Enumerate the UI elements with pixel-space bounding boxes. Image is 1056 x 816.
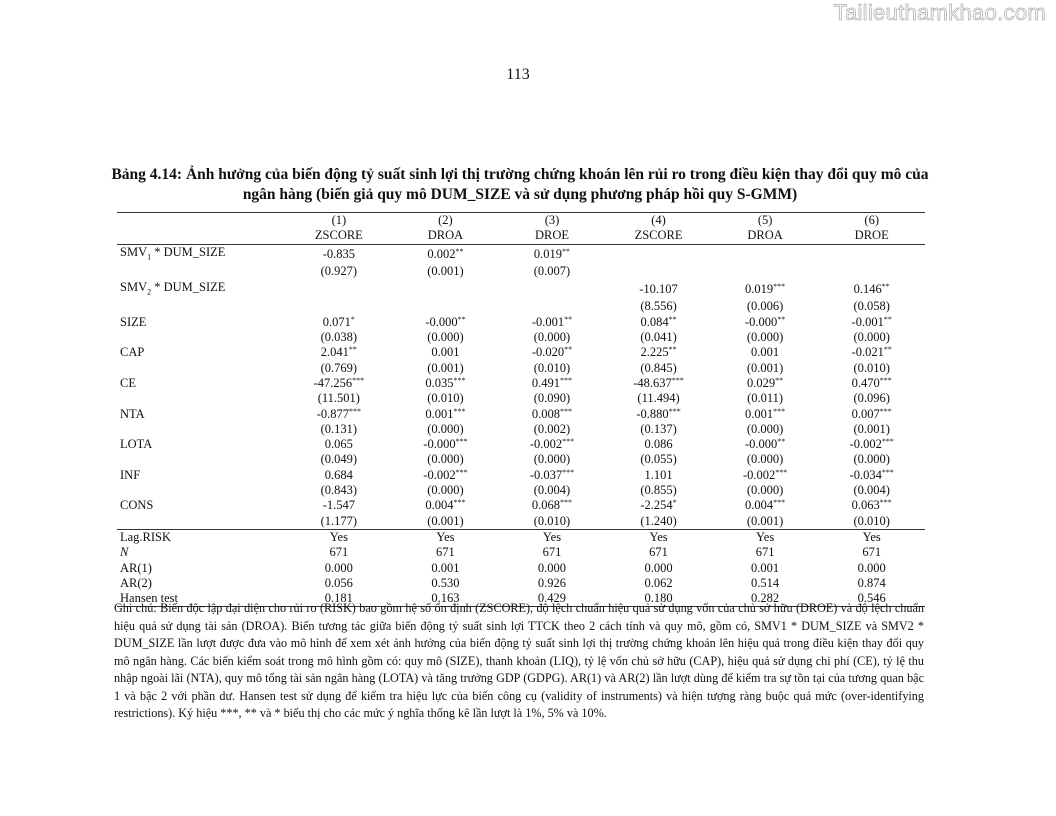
coefficient-cell xyxy=(392,280,499,300)
coefficient-cell: 0.019*** xyxy=(745,281,786,296)
column-number: (6) xyxy=(818,213,925,229)
blank-label-cell xyxy=(117,391,286,406)
statistic-label: AR(1) xyxy=(120,560,152,575)
coefficient-cell: 2.041** xyxy=(320,345,357,360)
significance-stars: ** xyxy=(455,246,464,256)
coefficient-cell: -0.001** xyxy=(851,314,892,329)
standard-error-cell: (0.010) xyxy=(533,513,571,528)
statistic-cell: 671 xyxy=(329,545,349,560)
significance-stars: *** xyxy=(453,406,466,416)
statistic-cell: 0.001 xyxy=(431,560,460,575)
coefficient-cell: 0.029** xyxy=(747,375,784,390)
blank-label-cell xyxy=(117,299,286,314)
significance-stars: ** xyxy=(564,345,573,355)
column-name-row xyxy=(117,228,925,244)
coefficient-cell: -0.835 xyxy=(322,246,355,261)
column-number: (3) xyxy=(499,213,606,229)
significance-stars: *** xyxy=(881,467,894,477)
standard-error-cell: (0.000) xyxy=(427,330,464,345)
standard-error-cell: (0.001) xyxy=(746,360,784,375)
coefficient-row xyxy=(117,498,925,513)
coefficient-cell: 2.225** xyxy=(640,345,677,360)
statistic-cell: 671 xyxy=(436,545,455,560)
significance-stars: *** xyxy=(455,467,468,477)
significance-stars: *** xyxy=(562,467,575,477)
blank-label-cell xyxy=(117,361,286,376)
watermark: Tailieuthamkhao.com xyxy=(833,0,1046,25)
coefficient-cell: -0.880*** xyxy=(636,406,681,421)
coefficient-row xyxy=(117,468,925,483)
column-number: (5) xyxy=(712,213,819,229)
coefficient-cell: 0.470*** xyxy=(851,375,892,390)
standard-error-cell: (0.000) xyxy=(427,483,464,498)
standard-error-cell xyxy=(392,299,499,314)
standard-error-cell: (0.038) xyxy=(320,330,358,345)
standard-error-cell: (0.010) xyxy=(427,391,464,406)
variable-label: SIZE xyxy=(120,314,147,329)
standard-error-row xyxy=(117,299,925,314)
statistic-row xyxy=(117,545,925,560)
standard-error-cell: (0.000) xyxy=(746,421,784,436)
coefficient-cell: -0.000** xyxy=(425,314,466,329)
standard-error-cell: (0.001) xyxy=(427,513,464,528)
standard-error-row xyxy=(117,330,925,345)
coefficient-cell: -0.000** xyxy=(744,314,786,329)
statistic-cell: 0.926 xyxy=(537,575,567,590)
standard-error-cell: (0.010) xyxy=(533,360,571,375)
coefficient-cell: 0.001 xyxy=(751,345,780,360)
statistic-cell: Yes xyxy=(392,529,499,545)
coefficient-row xyxy=(117,280,925,300)
statistic-label: AR(2) xyxy=(120,575,152,590)
statistic-cell: 671 xyxy=(649,545,668,560)
header-blank-cell xyxy=(117,213,286,229)
significance-stars: *** xyxy=(879,406,892,416)
column-name: DROA xyxy=(392,228,499,244)
label-subscript: 1 xyxy=(147,252,152,262)
standard-error-cell: (0.010) xyxy=(853,360,890,375)
standard-error-cell: (0.001) xyxy=(853,421,890,436)
standard-error-cell: (0.055) xyxy=(640,452,677,467)
standard-error-cell: (0.011) xyxy=(747,391,784,406)
coefficient-cell xyxy=(712,244,819,264)
standard-error-cell: (0.000) xyxy=(746,483,784,498)
statistic-cell: 0.514 xyxy=(751,575,780,590)
column-name: DROE xyxy=(818,228,925,244)
coefficient-cell: -0.877*** xyxy=(316,406,361,421)
significance-stars: *** xyxy=(349,406,361,416)
coefficient-row xyxy=(117,376,925,391)
statistic-cell: 671 xyxy=(862,545,882,560)
variable-label: NTA xyxy=(120,406,145,421)
column-number: (2) xyxy=(392,213,499,229)
standard-error-cell: (0.041) xyxy=(640,330,677,345)
significance-stars: *** xyxy=(562,437,575,447)
standard-error-cell xyxy=(605,264,712,279)
blank-label-cell xyxy=(117,483,286,498)
statistic-cell: 0.546 xyxy=(818,591,925,607)
coefficient-cell: -0.034*** xyxy=(849,467,894,482)
standard-error-cell: (0.096) xyxy=(853,391,890,406)
standard-error-cell: (0.000) xyxy=(427,421,464,436)
standard-error-row xyxy=(117,264,925,279)
standard-error-cell: (0.843) xyxy=(320,483,358,498)
coefficient-cell: -0.002*** xyxy=(849,437,894,452)
variable-label: LOTA xyxy=(120,437,153,452)
significance-stars: ** xyxy=(881,281,890,291)
coefficient-cell: -0.002*** xyxy=(529,437,575,452)
standard-error-row xyxy=(117,361,925,376)
statistic-cell: Yes xyxy=(818,529,925,545)
coefficient-cell: -10.107 xyxy=(639,281,678,296)
column-name: ZSCORE xyxy=(286,228,393,244)
variable-label: $SMV_1$ * DUM_SIZE xyxy=(120,244,226,262)
statistic-cell: Yes xyxy=(605,529,712,545)
significance-stars: *** xyxy=(453,375,466,385)
standard-error-cell: (0.004) xyxy=(533,483,571,498)
standard-error-cell: (0.002) xyxy=(533,421,571,436)
header-blank-cell xyxy=(117,228,286,244)
coefficient-cell xyxy=(499,280,606,300)
standard-error-cell: (0.000) xyxy=(853,452,890,467)
coefficient-cell: 0.684 xyxy=(324,467,353,482)
standard-error-cell: (8.556) xyxy=(640,299,677,314)
significance-stars: *** xyxy=(879,375,892,385)
significance-stars: *** xyxy=(352,375,365,385)
coefficient-cell xyxy=(818,244,925,264)
standard-error-cell: (0.137) xyxy=(640,421,677,436)
coefficient-cell: 1.101 xyxy=(644,467,673,482)
significance-stars: *** xyxy=(879,498,892,508)
standard-error-cell xyxy=(286,299,393,314)
coefficient-cell: 0.004*** xyxy=(425,498,466,513)
standard-error-row xyxy=(117,452,925,467)
standard-error-cell: (0.855) xyxy=(640,483,677,498)
coefficient-cell: 0.008*** xyxy=(531,406,573,421)
statistic-cell: 0.874 xyxy=(857,575,886,590)
column-name: DROE xyxy=(499,228,606,244)
standard-error-cell: (0.000) xyxy=(533,330,571,345)
statistic-row xyxy=(117,529,925,545)
coefficient-cell xyxy=(286,280,393,300)
significance-stars: *** xyxy=(671,375,684,385)
label-subscript: 2 xyxy=(147,287,152,297)
standard-error-cell: (1.240) xyxy=(640,513,677,528)
column-name: ZSCORE xyxy=(605,228,712,244)
standard-error-cell xyxy=(712,264,819,279)
blank-label-cell xyxy=(117,330,286,345)
significance-stars: ** xyxy=(883,345,892,355)
standard-error-row xyxy=(117,391,925,406)
standard-error-cell xyxy=(818,264,925,279)
statistic-label: N xyxy=(120,545,129,560)
page-number: 113 xyxy=(506,66,530,83)
variable-label: CAP xyxy=(120,345,145,360)
significance-stars: *** xyxy=(453,498,466,508)
statistic-cell: 0.282 xyxy=(712,591,819,607)
significance-stars: ** xyxy=(777,314,786,324)
significance-stars: *** xyxy=(668,406,681,416)
standard-error-cell: (0.000) xyxy=(746,452,784,467)
column-number-row xyxy=(117,213,925,229)
coefficient-cell: -0.021** xyxy=(851,345,892,360)
statistic-cell: 0.429 xyxy=(499,591,606,607)
statistic-row xyxy=(117,561,925,576)
statistic-cell: 671 xyxy=(542,545,562,560)
standard-error-cell: (0.007) xyxy=(533,264,571,279)
regression-table xyxy=(117,212,925,607)
statistic-cell: 0.180 xyxy=(605,591,712,607)
significance-stars: *** xyxy=(773,406,786,416)
significance-stars: ** xyxy=(668,345,677,355)
standard-error-cell: (0.000) xyxy=(427,452,464,467)
significance-stars: *** xyxy=(560,498,573,508)
coefficient-cell: -0.002*** xyxy=(742,467,788,482)
statistic-cell: 0.181 xyxy=(286,591,393,607)
coefficient-row xyxy=(117,244,925,264)
coefficient-cell: 0.065 xyxy=(324,437,353,452)
coefficient-cell: 0.068*** xyxy=(531,498,573,513)
coefficient-cell: 0.084** xyxy=(640,314,677,329)
table-caption: Bảng 4.14: Ảnh hưởng của biến động tỷ suất sinh lợi thị trường chứng khoán lên rủi ro trong điều kiện thay đổi quy mô của ngân hàng (biến giả quy mô DUM_SIZE và sử dụng phương pháp hồi quy S-GMM) xyxy=(111,166,929,203)
significance-stars: * xyxy=(350,314,355,324)
standard-error-cell: (0.769) xyxy=(320,360,358,375)
coefficient-cell: -0.001** xyxy=(531,314,573,329)
column-number: (1) xyxy=(286,213,393,229)
coefficient-cell: 0.004*** xyxy=(745,498,786,513)
significance-stars: *** xyxy=(881,437,894,447)
standard-error-cell: (0.000) xyxy=(533,452,571,467)
coefficient-cell: -47.256*** xyxy=(313,375,365,390)
significance-stars: *** xyxy=(560,406,573,416)
coefficient-cell: 0.035*** xyxy=(425,375,466,390)
coefficient-cell: 0.001 xyxy=(431,345,460,360)
statistic-cell: 0.001 xyxy=(751,560,780,575)
coefficient-cell: 0.146** xyxy=(853,281,890,296)
coefficient-cell: 0.019** xyxy=(533,246,571,261)
standard-error-cell: (1.177) xyxy=(320,513,358,528)
statistic-cell: 0.000 xyxy=(644,560,673,575)
standard-error-cell: (0.049) xyxy=(320,452,358,467)
coefficient-cell: -0.037*** xyxy=(529,467,575,482)
blank-label-cell xyxy=(117,422,286,437)
statistic-cell: Yes xyxy=(712,529,819,545)
standard-error-cell: (11.501) xyxy=(317,391,360,406)
table-notes: Ghi chú: Biến độc lập đại diện cho rủi ro (RISK) bao gồm hệ số ổn định (ZSCORE), độ lệch chuẩn hiệu quả sử dụng vốn của chủ sở hữu (DROE) và độ lệch chuẩn hiệu quả sử dụng tài sản (DROA). Biến tương tác giữa biến động tỷ suất sinh lợi TTCK theo 2 cách tính và quy mô, gồm có, SMV1 * DUM_SIZE và SMV2 * DUM_SIZE lần lượt được đưa vào mô hình để xem xét ảnh hưởng của biến động tỷ suất sinh lợi thị trường chứng khoán lên hiệu quả trong điều kiện thay đổi quy mô ngân hàng. Các biến kiểm soát trong mô hình gồm có: quy mô (SIZE), thanh khoản (LIQ), tỷ lệ vốn chủ sở hữu (CAP), hiệu quả sử dụng chi phí (CE), tỷ lệ thu nhập ngoài lãi (NTA), quy mô tổng tài sản ngân hàng (LOTA) và tăng trưởng GDP (GDPG). AR(1) và AR(2) lần lượt dùng để kiểm tra sự tồn tại của tương quan bậc 1 và bậc 2 với phần dư. Hansen test sử dụng để kiểm tra hiệu lực của biến công cụ (validity of instruments) và hiện tượng ràng buộc quá mức (over-identifying restrictions). Ký hiệu ***, ** và * biểu thị cho các mức ý nghĩa thống kê lần lượt là 1%, 5% và 10%. xyxy=(114,601,924,720)
variable-label: INF xyxy=(120,467,141,482)
coefficient-cell: 0.007*** xyxy=(851,406,892,421)
statistic-cell: 671 xyxy=(755,545,775,560)
statistic-label: Lag.RISK xyxy=(117,529,286,545)
significance-stars: ** xyxy=(564,314,573,324)
coefficient-cell: 0.071* xyxy=(322,314,355,329)
coefficient-cell: 0.001*** xyxy=(745,406,786,421)
significance-stars: ** xyxy=(777,437,786,447)
standard-error-row xyxy=(117,483,925,498)
significance-stars: *** xyxy=(455,437,468,447)
coefficient-cell: 0.001*** xyxy=(425,406,466,421)
significance-stars: ** xyxy=(668,314,677,324)
standard-error-cell: (0.058) xyxy=(853,299,890,314)
standard-error-cell: (0.001) xyxy=(427,360,464,375)
standard-error-row xyxy=(117,422,925,437)
coefficient-cell: -1.547 xyxy=(322,498,355,513)
standard-error-cell: (0.090) xyxy=(533,391,571,406)
standard-error-cell: (0.845) xyxy=(640,360,677,375)
statistic-label: Hansen test xyxy=(117,591,286,607)
coefficient-cell: -2.254* xyxy=(640,498,677,513)
standard-error-cell: (0.004) xyxy=(853,483,890,498)
coefficient-cell: -0.000** xyxy=(744,437,786,452)
column-number: (4) xyxy=(605,213,712,229)
statistic-cell: 0.000 xyxy=(537,560,567,575)
standard-error-cell: (11.494) xyxy=(637,391,680,406)
coefficient-cell xyxy=(605,244,712,264)
variable-label: CE xyxy=(120,375,136,390)
standard-error-cell: (0.010) xyxy=(853,513,890,528)
standard-error-row xyxy=(117,514,925,530)
variable-label: $SMV_2$ * DUM_SIZE xyxy=(120,279,226,297)
column-name: DROA xyxy=(712,228,819,244)
blank-label-cell xyxy=(117,452,286,467)
significance-stars: * xyxy=(672,498,677,508)
significance-stars: ** xyxy=(562,246,571,256)
coefficient-row xyxy=(117,407,925,422)
standard-error-cell: (0.131) xyxy=(320,421,358,436)
coefficient-row xyxy=(117,437,925,452)
significance-stars: *** xyxy=(773,498,786,508)
statistic-cell: 0.000 xyxy=(324,560,353,575)
significance-stars: ** xyxy=(775,375,784,385)
coefficient-cell: 0.491*** xyxy=(531,375,573,390)
standard-error-cell: (0.927) xyxy=(320,264,358,279)
coefficient-cell: -0.020** xyxy=(531,345,573,360)
standard-error-cell: (0.001) xyxy=(427,264,464,279)
standard-error-cell: (0.001) xyxy=(746,513,784,528)
coefficient-row xyxy=(117,345,925,360)
significance-stars: ** xyxy=(457,314,466,324)
coefficient-row xyxy=(117,315,925,330)
statistic-cell: Yes xyxy=(499,529,606,545)
significance-stars: *** xyxy=(560,375,573,385)
significance-stars: ** xyxy=(883,314,892,324)
statistic-cell: 0.000 xyxy=(857,560,886,575)
blank-label-cell xyxy=(117,514,286,530)
statistic-cell: 0.062 xyxy=(644,575,673,590)
standard-error-cell xyxy=(499,299,606,314)
statistic-row xyxy=(117,576,925,591)
significance-stars: *** xyxy=(775,467,788,477)
statistic-cell: Yes xyxy=(286,529,393,545)
standard-error-cell: (0.000) xyxy=(746,330,784,345)
statistic-cell: 0.056 xyxy=(324,575,353,590)
coefficient-cell: 0.086 xyxy=(644,437,673,452)
significance-stars: *** xyxy=(773,281,786,291)
coefficient-cell: -48.637*** xyxy=(633,375,684,390)
statistic-cell: 0.530 xyxy=(431,575,460,590)
coefficient-cell: -0.000*** xyxy=(423,437,468,452)
standard-error-cell: (0.000) xyxy=(853,330,890,345)
standard-error-cell: (0.006) xyxy=(746,299,784,314)
coefficient-cell: 0.002** xyxy=(427,246,464,261)
statistic-cell: 0.163 xyxy=(392,591,499,607)
significance-stars: ** xyxy=(348,345,357,355)
coefficient-cell: -0.002*** xyxy=(423,467,468,482)
coefficient-cell: 0.063*** xyxy=(851,498,892,513)
blank-label-cell xyxy=(117,264,286,279)
variable-label: CONS xyxy=(120,498,154,513)
